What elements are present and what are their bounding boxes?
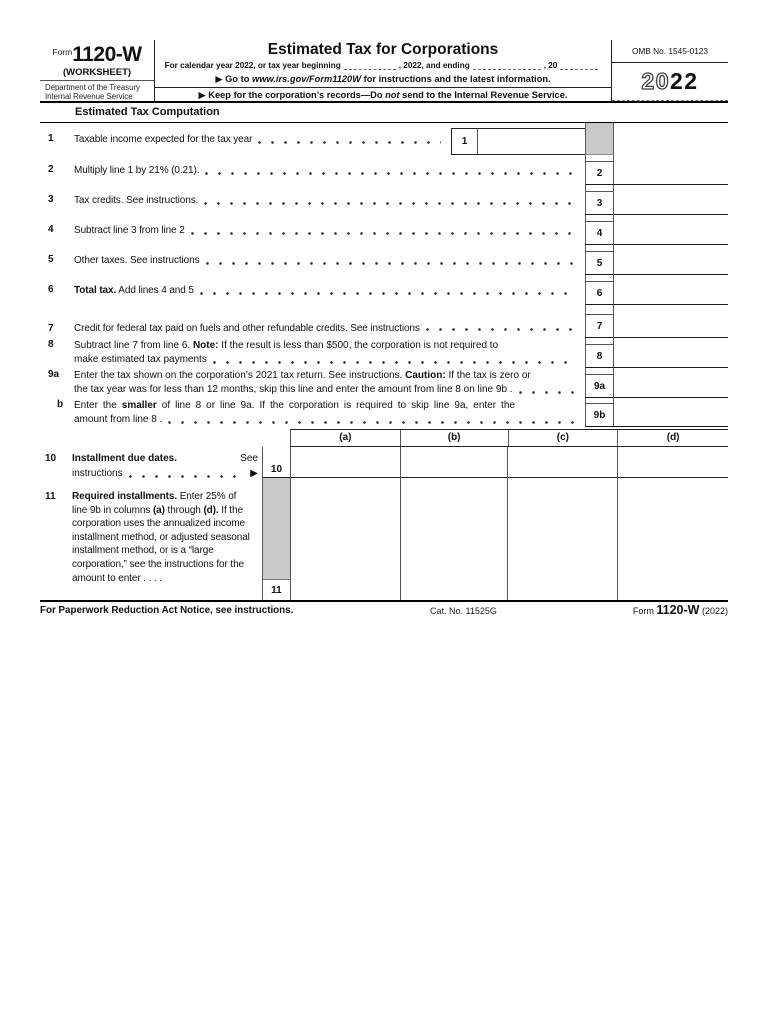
dot-leader [191, 215, 575, 245]
line-10-row [45, 452, 260, 481]
line-9b-line2 [74, 413, 585, 427]
installment-column-headers [290, 429, 728, 447]
line-6-numbox [585, 275, 614, 305]
line-2-number: 2 [48, 164, 54, 175]
goto-pre-text: ▶ Go to [215, 74, 252, 84]
column-a [291, 447, 401, 601]
line-6-bold-text: Total tax. [74, 284, 117, 296]
line-9a-numbox [585, 368, 614, 398]
line-10-col-a-field[interactable] [291, 447, 400, 478]
line-11-seg3-text: If the corporation uses the annualized income installment method, or adjusted seasonal installment method, or is a “large corporation,” see the instructions for the amount to enter . . . . [72, 504, 250, 584]
line-9a-caution-text: Caution: [405, 370, 446, 381]
column-b-header: (b) [401, 430, 509, 446]
line-5-text [74, 245, 585, 275]
line-8-note-text: Note: [192, 340, 219, 351]
line-2-label: Multiply line 1 by 21% (0.21). [74, 164, 200, 176]
line-1-shaded-cell [585, 123, 614, 155]
line-8-line1 [74, 339, 585, 353]
footer-form-word: Form [632, 606, 657, 616]
line-9a-amount-field[interactable] [614, 368, 728, 398]
line-9b-text [74, 398, 585, 427]
line-4-row [40, 215, 728, 245]
line-3-number: 3 [48, 194, 54, 205]
line-7-text [74, 305, 585, 338]
line-8-rest-text: If the result is less than $500, the corporation is not required to [218, 340, 499, 351]
line-6-label [74, 285, 194, 296]
line-3-amount-field[interactable] [614, 185, 728, 215]
goto-instructions-line [155, 73, 611, 85]
footer-form-id [633, 603, 728, 617]
line-1-amount-field[interactable] [478, 128, 585, 155]
line-5-amount-field[interactable] [614, 245, 728, 275]
line-8-row [40, 338, 728, 368]
line-10-col-b-field[interactable] [401, 447, 508, 478]
line-9b-row [40, 398, 728, 427]
line-11-col-c-field[interactable] [508, 478, 617, 601]
line-8-text [74, 338, 585, 368]
line-11-row [45, 490, 260, 585]
section-title: Estimated Tax Computation [75, 106, 220, 118]
line-7-numbox [585, 305, 614, 338]
line-4-amount-field[interactable] [614, 215, 728, 245]
line-10-text [72, 452, 258, 481]
form-title-block [155, 40, 612, 101]
line-11-seg2-text: through [164, 504, 204, 516]
line-8-box-label: 8 [586, 344, 613, 367]
paperwork-notice: For Paperwork Reduction Act Notice, see instructions. [40, 605, 294, 616]
line-7-row [40, 305, 728, 338]
line-10-number: 10 [45, 453, 57, 464]
worksheet-label: (WORKSHEET) [40, 67, 154, 81]
line-7-amount-field[interactable] [614, 305, 728, 338]
line-1-label: Taxable income expected for the tax year [74, 133, 253, 145]
line-8-numbox [585, 338, 614, 368]
line-6-row [40, 275, 728, 305]
tax-year-beginning-field[interactable] [344, 61, 396, 70]
line-9b-pre-text: Enter the [74, 400, 122, 411]
line-5-box-label: 5 [586, 251, 613, 274]
grid-number-column [263, 447, 291, 601]
line-3-text [74, 185, 585, 215]
line-6-box-label: 6 [586, 281, 613, 304]
line-1-right-area [614, 123, 728, 155]
tax-year-ending-year-field[interactable] [560, 61, 598, 70]
line-6-amount-field[interactable] [614, 275, 728, 305]
dot-leader [205, 155, 575, 185]
department-line-1: Department of the Treasury [45, 83, 140, 92]
tax-year [641, 68, 698, 95]
calendar-mid-text: , 2022, and ending [398, 61, 470, 70]
line-10-col-c-field[interactable] [508, 447, 617, 478]
column-d-header: (d) [666, 432, 680, 443]
column-c [508, 447, 618, 601]
line-3-numbox [585, 185, 614, 215]
line-8-line2 [74, 353, 585, 367]
calendar-pre-text: For calendar year 2022, or tax year beginning [164, 61, 341, 70]
line-11-number: 11 [45, 491, 56, 502]
line-1-text [74, 123, 451, 155]
line-5-row [40, 245, 728, 275]
line-11-col-a-field[interactable] [291, 478, 400, 601]
line-10-bold-text: Installment due dates. [72, 453, 178, 464]
line-8-number: 8 [48, 339, 54, 350]
dot-leader [519, 383, 575, 397]
section-header [40, 103, 728, 123]
line-9a-text [74, 368, 585, 398]
line-11-seg1-text: Enter 25% of line 9b in columns [72, 491, 237, 516]
line-11-shaded-cell [263, 478, 290, 579]
form-word: Form [52, 47, 73, 57]
line-11-text [72, 490, 254, 585]
line-8-amount-field[interactable] [614, 338, 728, 368]
dot-leader [426, 320, 575, 334]
dot-leader [200, 275, 575, 305]
keep-not-text: not [385, 90, 400, 100]
line-9a-number: 9a [48, 369, 60, 380]
column-a-header: (a) [291, 430, 401, 446]
footer-form-year: (2022) [699, 606, 728, 616]
line-6-text [74, 275, 585, 305]
line-9a-line1 [74, 369, 585, 383]
irs-url-link[interactable]: www.irs.gov/Form1120W [252, 74, 362, 84]
line-7-label: Credit for federal tax paid on fuels and other refundable credits. See instructions [74, 323, 420, 334]
line-4-text [74, 215, 585, 245]
keep-pre-text: ▶ Keep for the corporation’s records—Do [198, 90, 386, 100]
column-c-header: (c) [509, 430, 619, 446]
line-2-row [40, 155, 728, 185]
pointer-icon: ▶ [250, 467, 258, 479]
form-id-block [40, 40, 155, 101]
line-9b-rest-text: of line 8 or line 9a. If the corporation is required to skip line 9a, enter the [156, 400, 515, 411]
line-2-box-label: 2 [586, 161, 613, 184]
form-number-line [40, 43, 154, 67]
goto-post-text: for instructions and the latest information. [361, 74, 551, 84]
line-4-label: Subtract line 3 from line 2 [74, 224, 185, 236]
tax-year-line [155, 59, 611, 70]
line-10-box-label: 10 [263, 447, 290, 478]
line-7-box-label: 7 [586, 314, 613, 337]
line-11-box-label: 11 [263, 579, 290, 601]
line-11-col-a-ref: (a) [152, 504, 165, 516]
dot-leader [204, 185, 575, 215]
dot-leader [213, 353, 575, 367]
line-9a-line2 [74, 383, 585, 397]
line-9b-smaller-text: smaller [121, 400, 157, 411]
line-9a-row [40, 368, 728, 398]
line-9b-box-label: 9b [586, 403, 613, 426]
line-4-number: 4 [48, 224, 54, 235]
line-9b-number: b [57, 399, 64, 410]
form-header [40, 40, 728, 103]
line-3-box-label: 3 [586, 191, 613, 214]
keep-post-text: send to the Internal Revenue Service. [399, 90, 568, 100]
line-11-col-d-ref: (d). [203, 504, 219, 516]
line-10-col-d-field[interactable] [618, 447, 728, 478]
line-2-numbox [585, 155, 614, 185]
dot-leader [206, 245, 576, 275]
line-3-row [40, 185, 728, 215]
column-b [401, 447, 509, 601]
line-9a-rest-text: If the tax is zero or [445, 370, 531, 381]
line-1-number: 1 [48, 133, 54, 144]
form-number: 1120-W [72, 43, 142, 66]
line-1-box-label: 1 [451, 128, 478, 155]
footer-form-number: 1120-W [656, 603, 700, 617]
line-9a-line2-text: the tax year was for less than 12 months, skip this line and enter the amount from line 8 on line 9b . [74, 384, 513, 395]
line-7-number: 7 [48, 323, 54, 334]
year-bold-digits: 22 [670, 68, 699, 94]
line-8-line2-text: make estimated tax payments [74, 354, 207, 365]
line-2-text [74, 155, 585, 185]
line-10-line2 [72, 467, 258, 482]
line-8-pre-text: Subtract line 7 from line 6. [74, 340, 193, 351]
line-3-label: Tax credits. See instructions. [74, 194, 199, 206]
catalog-number: Cat. No. 11525G [430, 606, 497, 616]
line-5-label: Other taxes. See instructions [74, 254, 200, 266]
omb-year-block [612, 40, 728, 101]
line-2-amount-field[interactable] [614, 155, 728, 185]
calendar-end-text: , 20 [543, 61, 558, 70]
line-11-col-b-field[interactable] [401, 478, 508, 601]
line-9b-line2-text: amount from line 8 . [74, 414, 163, 425]
keep-records-line [155, 87, 611, 101]
tax-year-box [612, 63, 728, 101]
line-9b-line1 [74, 399, 585, 413]
line-11-bold-text: Required installments. [72, 491, 178, 502]
line-9a-pre-text: Enter the tax shown on the corporation’s 2021 tax return. See instructions. [74, 370, 406, 381]
dot-leader [258, 123, 441, 155]
line-1-row [40, 123, 728, 155]
omb-number: OMB No. 1545-0123 [612, 40, 728, 63]
line-5-number: 5 [48, 254, 54, 265]
line-6-rest-text: Add lines 4 and 5 [116, 284, 194, 296]
tax-year-ending-field[interactable] [473, 61, 541, 70]
installment-grid [262, 447, 728, 601]
line-5-numbox [585, 245, 614, 275]
line-9b-amount-field[interactable] [614, 398, 728, 427]
bottom-rule [40, 600, 728, 602]
department-line-2: Internal Revenue Service [45, 92, 133, 101]
line-9a-box-label: 9a [586, 374, 613, 397]
line-11-col-d-field[interactable] [618, 478, 728, 601]
line-10-see-text: See [240, 453, 258, 464]
line-4-box-label: 4 [586, 221, 613, 244]
line-6-number: 6 [48, 284, 54, 295]
form-title: Estimated Tax for Corporations [267, 41, 499, 58]
dot-leader [129, 467, 241, 482]
dot-leader [168, 413, 575, 427]
line-9b-numbox [585, 398, 614, 427]
column-d [618, 447, 728, 601]
line-10-line2-text: instructions [72, 467, 123, 479]
line-10-line1 [72, 452, 258, 467]
year-outline-digits: 20 [641, 68, 670, 94]
line-4-numbox [585, 215, 614, 245]
